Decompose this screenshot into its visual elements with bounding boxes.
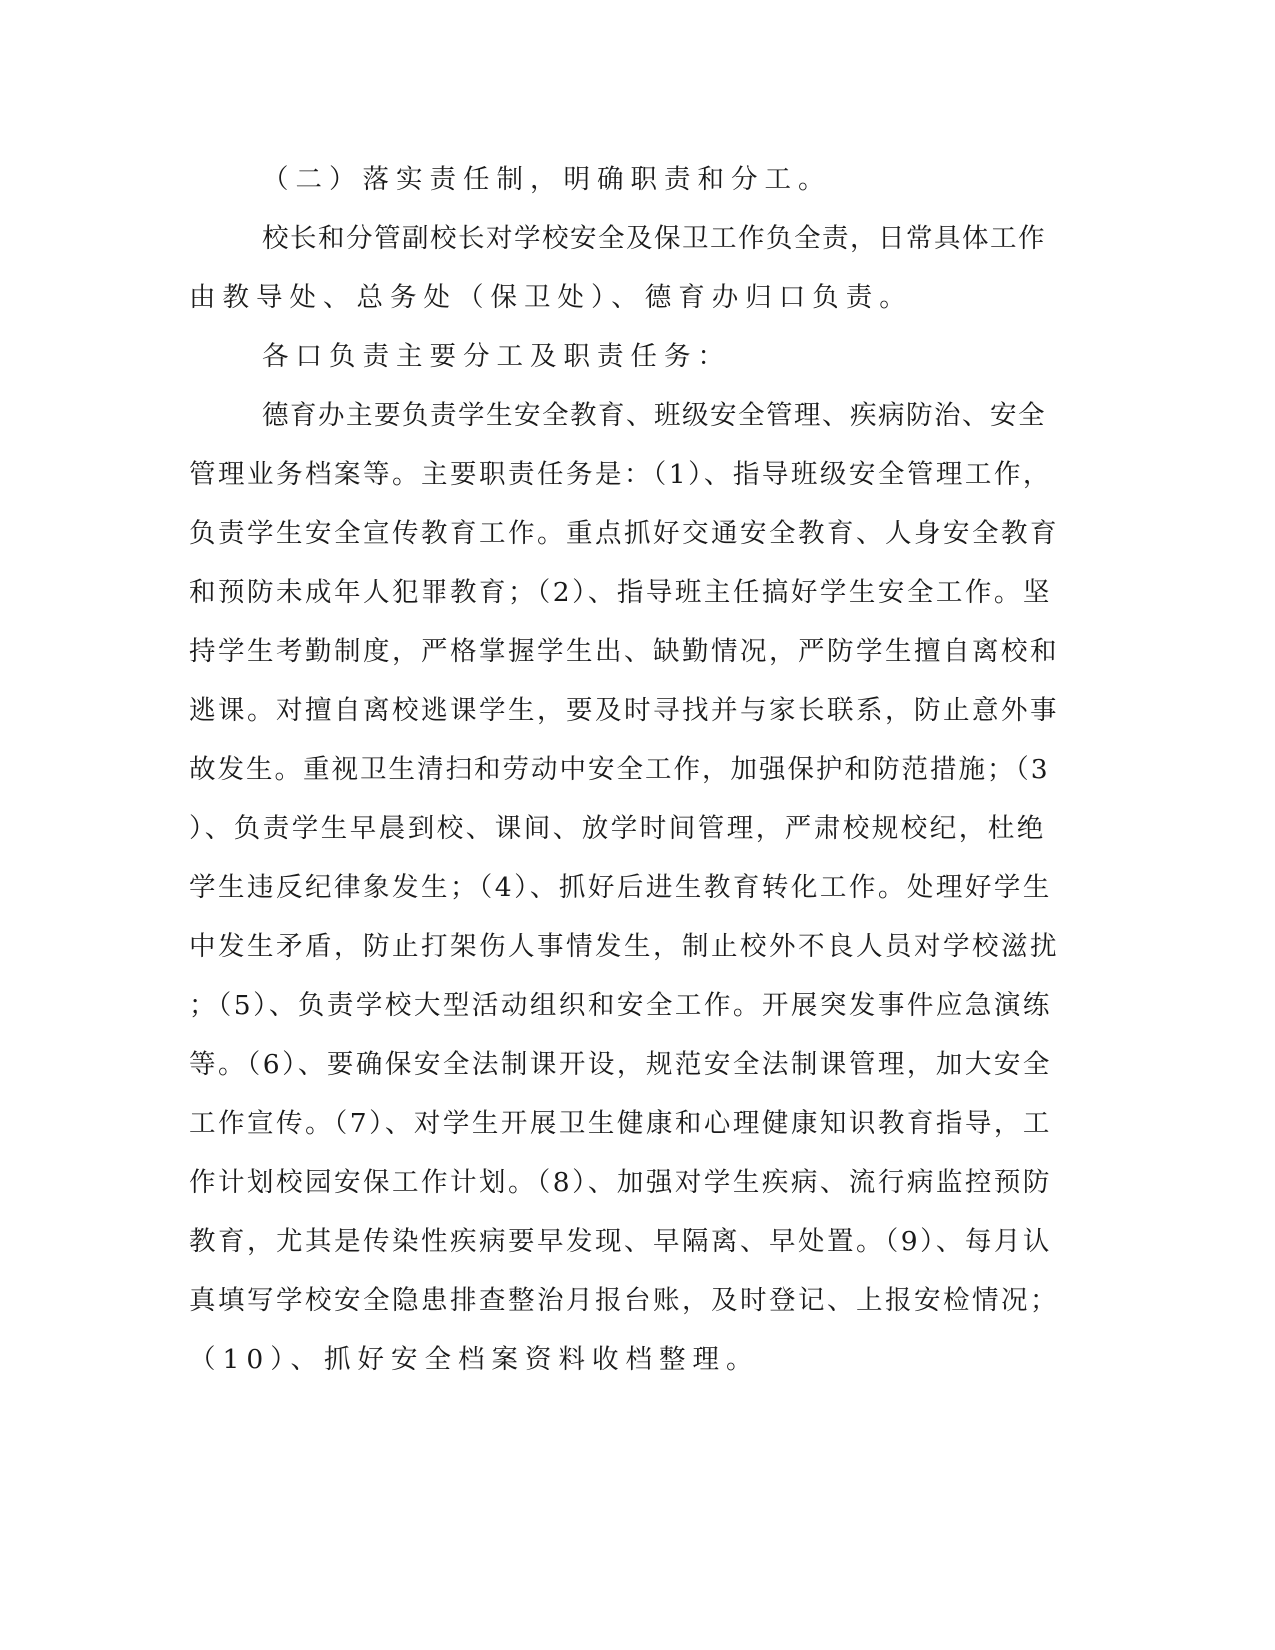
paragraph-line: 负责学生安全宣传教育工作。重点抓好交通安全教育、人身安全教育 bbox=[189, 518, 1059, 549]
paragraph-line: 教育，尤其是传染性疾病要早发现、早隔离、早处置。（9）、每月认 bbox=[189, 1226, 1052, 1257]
paragraph-line: 等。（6）、要确保安全法制课开设，规范安全法制课管理，加大安全 bbox=[189, 1049, 1052, 1080]
paragraph-line: 校长和分管副校长对学校安全及保卫工作负全责，日常具体工作 bbox=[262, 223, 1046, 254]
paragraph-line: 由教导处、总务处（保卫处）、德育办归口负责。 bbox=[189, 282, 913, 313]
paragraph-line: 工作宣传。（7）、对学生开展卫生健康和心理健康知识教育指导，工 bbox=[189, 1108, 1052, 1139]
paragraph-line: 真填写学校安全隐患排查整治月报台账，及时登记、上报安检情况； bbox=[189, 1285, 1059, 1316]
paragraph-line: 持学生考勤制度，严格掌握学生出、缺勤情况，严防学生擅自离校和 bbox=[189, 636, 1059, 667]
paragraph-line: 和预防未成年人犯罪教育；（2）、指导班主任搞好学生安全工作。坚 bbox=[189, 577, 1052, 608]
paragraph-line: （10）、抓好安全档案资料收档整理。 bbox=[189, 1344, 760, 1375]
paragraph-line: 中发生矛盾，防止打架伤人事情发生，制止校外不良人员对学校滋扰 bbox=[189, 931, 1059, 962]
section-heading: （二）落实责任制，明确职责和分工。 bbox=[262, 164, 832, 195]
paragraph-line: 作计划校园安保工作计划。（8）、加强对学生疾病、流行病监控预防 bbox=[189, 1167, 1052, 1198]
paragraph-line: 各口负责主要分工及职责任务： bbox=[262, 341, 731, 372]
paragraph-line: 逃课。对擅自离校逃课学生，要及时寻找并与家长联系，防止意外事 bbox=[189, 695, 1059, 726]
paragraph-line: 管理业务档案等。主要职责任务是：（1）、指导班级安全管理工作， bbox=[189, 459, 1052, 490]
paragraph-line: 故发生。重视卫生清扫和劳动中安全工作，加强保护和防范措施；（3 bbox=[189, 754, 1050, 785]
paragraph-line: 学生违反纪律象发生；（4）、抓好后进生教育转化工作。处理好学生 bbox=[189, 872, 1052, 903]
paragraph-line: ；（5）、负责学校大型活动组织和安全工作。开展突发事件应急演练 bbox=[189, 990, 1052, 1021]
paragraph-line: 德育办主要负责学生安全教育、班级安全管理、疾病防治、安全 bbox=[262, 400, 1046, 431]
paragraph-line: ）、负责学生早晨到校、课间、放学时间管理，严肃校规校纪，杜绝 bbox=[189, 813, 1046, 844]
